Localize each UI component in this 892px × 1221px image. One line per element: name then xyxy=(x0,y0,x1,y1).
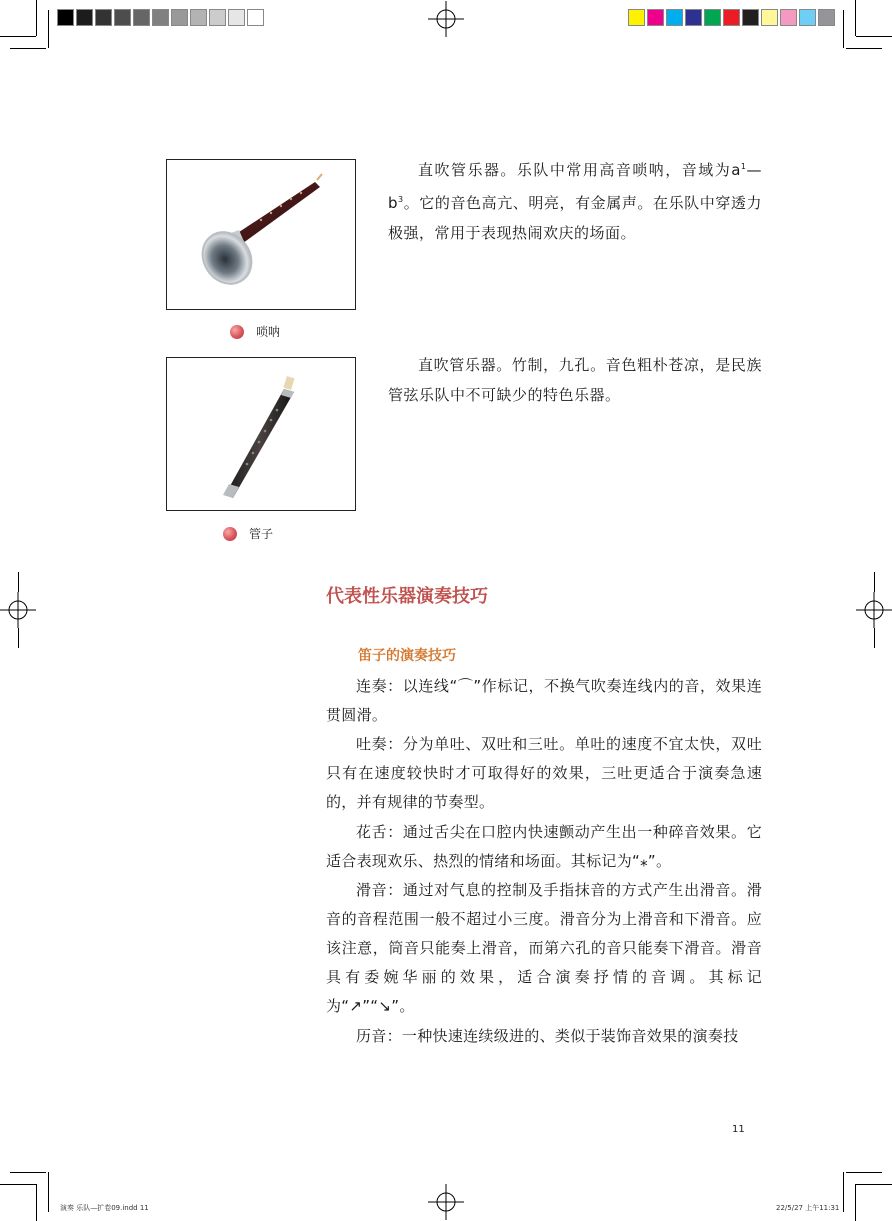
crop-mark xyxy=(843,10,844,48)
crop-mark xyxy=(18,572,19,592)
registration-mark-icon xyxy=(856,592,892,628)
crop-mark xyxy=(10,1172,46,1173)
page-number: 11 xyxy=(732,1124,745,1135)
suona-caption xyxy=(230,323,280,340)
paragraph-glissando: 滑音：通过对气息的控制及手指抹音的方式产生出滑音。滑音的音程范围一般不超过小三度。滑音分为上滑音和下滑音。应该注意，筒音只能奏上滑音，而第六孔的音只能奏下滑音。滑音具有委婉华丽的效果，适合演奏抒情的音调。其标记为“↗”“↘”。 xyxy=(326,881,762,1015)
suona-caption-label: 唢呐 xyxy=(256,325,281,339)
paragraph-legato: 连奏：以连线“⌒”作标记，不换气吹奏连线内的音，效果连贯圆滑。 xyxy=(326,677,762,724)
slug-right: 22/5/27 上午11:31 xyxy=(776,1204,840,1212)
process-color-bar xyxy=(628,9,837,28)
suona-image xyxy=(167,160,355,309)
guanzi-image-frame xyxy=(166,357,356,511)
color-swatch xyxy=(628,9,645,26)
color-swatch xyxy=(647,9,664,26)
color-swatch xyxy=(723,9,740,26)
guanzi-caption-label: 管子 xyxy=(249,527,274,541)
gray-color-bar xyxy=(57,9,266,28)
section-title: 代表性乐器演奏技巧 xyxy=(326,586,488,607)
suona-description: 直吹管乐器。乐队中常用高音唢呐，音域为$a^1—b^3$。它的音色高亢、明亮，有金属声。在乐队中穿透力极强，常用于表现热闹欢庆的场面。 xyxy=(388,161,762,242)
registration-mark-icon xyxy=(0,592,36,628)
color-swatch xyxy=(152,9,169,26)
crop-mark xyxy=(36,0,37,36)
guanzi-description: 直吹管乐器。竹制，九孔。音色粗朴苍凉，是民族管弦乐队中不可缺少的特色乐器。 xyxy=(388,356,762,404)
guanzi-image xyxy=(167,358,355,510)
crop-mark xyxy=(0,1184,36,1185)
crop-mark xyxy=(48,1172,49,1212)
color-swatch xyxy=(685,9,702,26)
crop-mark xyxy=(846,1172,882,1173)
color-swatch xyxy=(780,9,797,26)
crop-mark xyxy=(856,36,892,37)
color-swatch xyxy=(704,9,721,26)
crop-mark xyxy=(855,0,856,36)
color-swatch xyxy=(171,9,188,26)
color-swatch xyxy=(761,9,778,26)
crop-mark xyxy=(874,572,875,592)
crop-mark xyxy=(0,36,36,37)
color-swatch xyxy=(818,9,835,26)
registration-mark-icon xyxy=(428,1,464,37)
registration-mark-icon xyxy=(428,1184,464,1220)
color-swatch xyxy=(114,9,131,26)
crop-mark xyxy=(843,1172,844,1212)
color-swatch xyxy=(247,9,264,26)
color-swatch xyxy=(799,9,816,26)
color-swatch xyxy=(742,9,759,26)
crop-mark xyxy=(48,10,49,48)
color-swatch xyxy=(57,9,74,26)
crop-mark xyxy=(36,1184,37,1221)
guanzi-caption xyxy=(223,525,273,542)
section-subtitle: 笛子的演奏技巧 xyxy=(358,648,456,664)
color-swatch xyxy=(228,9,245,26)
color-swatch xyxy=(133,9,150,26)
color-swatch xyxy=(76,9,93,26)
crop-mark xyxy=(10,48,46,49)
crop-mark xyxy=(18,628,19,648)
color-swatch xyxy=(190,9,207,26)
slug-left: 演奏 乐队—扩卷09.indd 11 xyxy=(60,1204,149,1212)
paragraph-tonguing: 吐奏：分为单吐、双吐和三吐。单吐的速度不宜太快，双吐只有在速度较快时才可取得好的效果，三吐更适合于演奏急速的，并有规律的节奏型。 xyxy=(326,735,762,811)
crop-mark xyxy=(846,48,882,49)
crop-mark xyxy=(855,1184,856,1221)
color-swatch xyxy=(95,9,112,26)
bullet-dot-icon xyxy=(230,325,244,339)
color-swatch xyxy=(666,9,683,26)
suona-image-frame xyxy=(166,159,356,310)
color-swatch xyxy=(209,9,226,26)
paragraph-flutter-tongue: 花舌：通过舌尖在口腔内快速颤动产生出一种碎音效果。它适合表现欢乐、热烈的情绪和场面。其标记为“⁎”。 xyxy=(326,823,762,870)
crop-mark xyxy=(856,1184,892,1185)
paragraph-run: 历音：一种快速连续级进的、类似于装饰音效果的演奏技 xyxy=(356,1027,739,1045)
bullet-dot-icon xyxy=(223,527,237,541)
crop-mark xyxy=(874,628,875,648)
